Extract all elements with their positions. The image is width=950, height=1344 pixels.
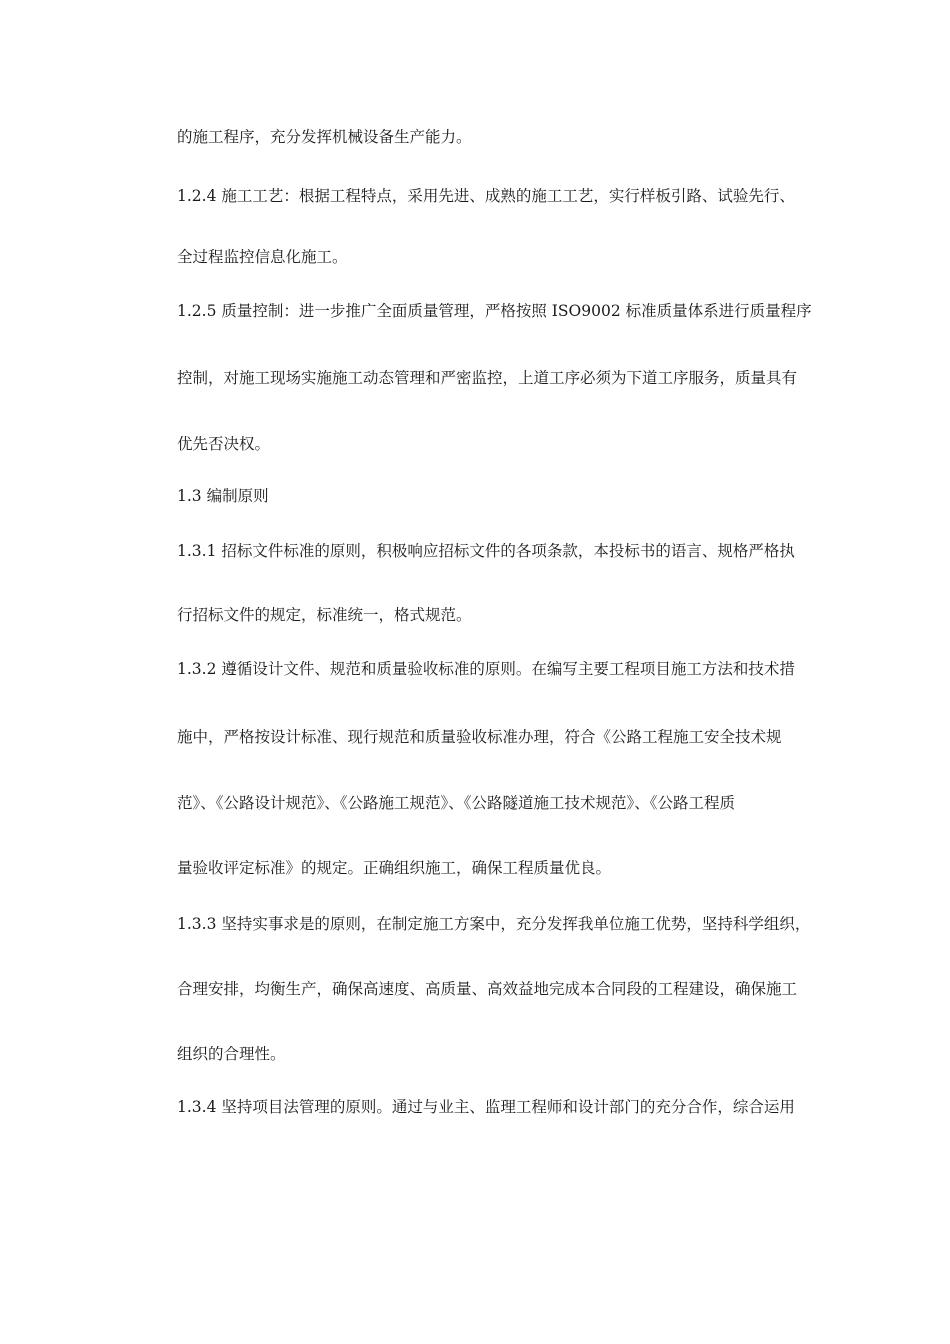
text-line: 的施工程序，充分发挥机械设备生产能力。 [177, 128, 472, 146]
section-heading: 1.3 编制原则 [177, 487, 269, 505]
text-line: 优先否决权。 [177, 435, 271, 453]
text-line: 全过程监控信息化施工。 [177, 248, 348, 266]
text-line: 组织的合理性。 [177, 1045, 286, 1063]
text-line: 行招标文件的规定，标准统一，格式规范。 [177, 606, 472, 624]
text-line: 1.3.4 坚持项目法管理的原则。通过与业主、监理工程师和设计部门的充分合作，综合运用 [177, 1098, 795, 1116]
text-line: 合理安排，均衡生产，确保高速度、高质量、高效益地完成本合同段的工程建设，确保施工 [177, 980, 798, 998]
text-line: 1.2.4 施工工艺：根据工程特点，采用先进、成熟的施工工艺，实行样板引路、试验先行、 [177, 187, 795, 205]
text-line: 1.3.1 招标文件标准的原则，积极响应招标文件的各项条款，本投标书的语言、规格严格执 [177, 542, 795, 560]
text-line: 1.2.5 质量控制：进一步推广全面质量管理，严格按照 ISO9002 标准质量体系进行质量程序 [177, 302, 812, 320]
text-line: 施中，严格按设计标准、现行规范和质量验收标准办理，符合《公路工程施工安全技术规 [177, 728, 782, 746]
text-line: 范》、《公路设计规范》、《公路施工规范》、《公路隧道施工技术规范》、《公路工程质 [177, 794, 736, 812]
text-line: 量验收评定标准》的规定。正确组织施工，确保工程质量优良。 [177, 859, 612, 877]
text-line: 1.3.2 遵循设计文件、规范和质量验收标准的原则。在编写主要工程项目施工方法和技术措 [177, 660, 795, 678]
text-line: 控制，对施工现场实施施工动态管理和严密监控，上道工序必须为下道工序服务，质量具有 [177, 369, 798, 387]
text-line: 1.3.3 坚持实事求是的原则，在制定施工方案中，充分发挥我单位施工优势，坚持科学组织， [177, 915, 811, 933]
